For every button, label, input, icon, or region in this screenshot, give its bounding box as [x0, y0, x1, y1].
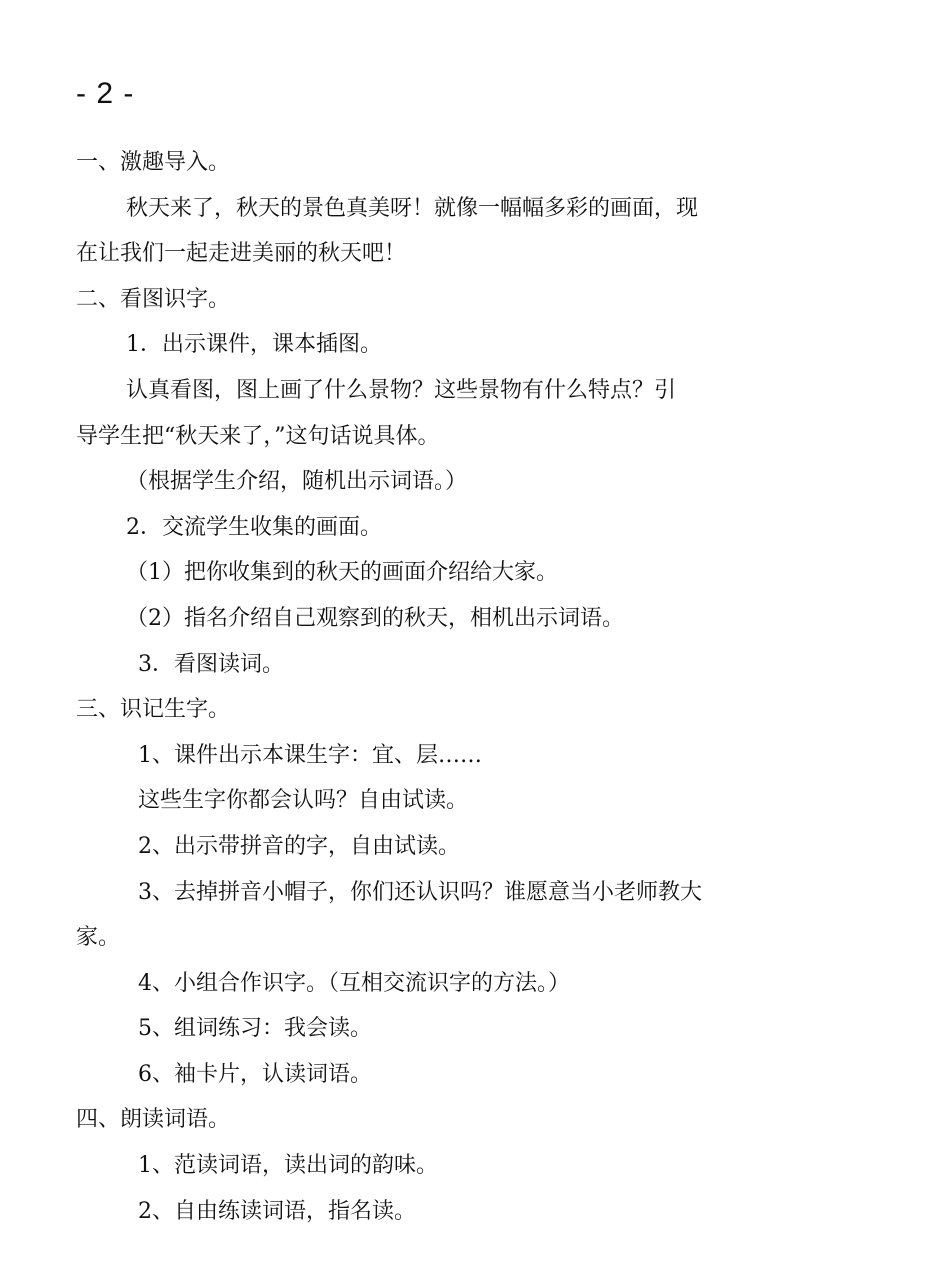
step-item: 3、去掉拼音小帽子，你们还认识吗？谁愿意当小老师教大 — [138, 879, 702, 905]
paragraph-line: 这些生字你都会认吗？自由试读。 — [138, 788, 469, 814]
step-item: 2、出示带拼音的字，自由试读。 — [138, 833, 460, 859]
section-heading: 三、识记生字。 — [76, 697, 231, 723]
step-item: 6、袖卡片，认读词语。 — [138, 1061, 372, 1087]
step-item: 4、小组合作识字。（互相交流识字的方法。） — [138, 970, 570, 996]
step-item: 2．交流学生收集的画面。 — [126, 514, 382, 540]
step-item: 3．看图读词。 — [138, 651, 284, 677]
section-heading: 一、激趣导入。 — [76, 150, 231, 175]
sub-step-item: （2）指名介绍自己观察到的秋天，相机出示词语。 — [126, 605, 624, 631]
page-number: - 2 - — [76, 77, 135, 110]
paragraph-line: （根据学生介绍，随机出示词语。） — [126, 469, 468, 495]
step-item: 1．出示课件，课本插图。 — [126, 332, 382, 358]
section-heading: 四、朗读词语。 — [76, 1107, 231, 1133]
document-body — [76, 140, 766, 1234]
step-item: 5、组词练习：我会读。 — [138, 1016, 372, 1042]
paragraph-line: 家。 — [76, 925, 121, 951]
paragraph-line: 认真看图，图上画了什么景物？这些景物有什么特点？引 — [126, 377, 677, 403]
step-item: 1、课件出示本课生字：宜、层…… — [138, 742, 482, 768]
section-heading: 二、看图识字。 — [76, 286, 231, 312]
sub-step-item: （1）把你收集到的秋天的画面介绍给大家。 — [126, 560, 558, 586]
step-item: 1、范读词语，读出词的韵味。 — [138, 1153, 438, 1179]
paragraph-line: 在让我们一起走进美丽的秋天吧！ — [76, 241, 407, 267]
paragraph-line: 导学生把“秋天来了，”这句话说具体。 — [76, 423, 440, 449]
paragraph-line: 秋天来了，秋天的景色真美呀！就像一幅幅多彩的画面，现 — [126, 195, 699, 221]
step-item: 2、自由练读词语，指名读。 — [138, 1198, 416, 1224]
